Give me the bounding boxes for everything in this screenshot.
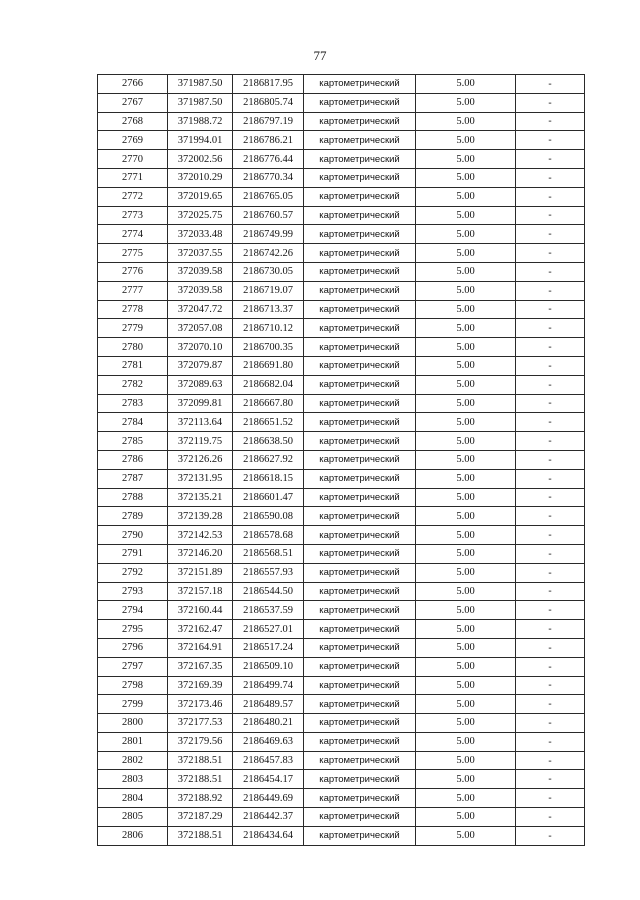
note-cell: -	[516, 488, 585, 507]
y-coordinate-cell: 2186730.05	[233, 262, 304, 281]
point-number-cell: 2773	[98, 206, 168, 225]
method-cell: картометрический	[304, 150, 416, 169]
y-coordinate-cell: 2186638.50	[233, 432, 304, 451]
point-number-cell: 2782	[98, 375, 168, 394]
accuracy-cell: 5.00	[416, 563, 516, 582]
table-row	[98, 526, 585, 545]
table-row	[98, 112, 585, 131]
x-coordinate-cell: 372079.87	[168, 356, 233, 375]
note-cell: -	[516, 450, 585, 469]
note-cell: -	[516, 75, 585, 94]
table-row	[98, 714, 585, 733]
table-row	[98, 826, 585, 845]
y-coordinate-cell: 2186682.04	[233, 375, 304, 394]
x-coordinate-cell: 371994.01	[168, 131, 233, 150]
y-coordinate-cell: 2186527.01	[233, 620, 304, 639]
method-cell: картометрический	[304, 507, 416, 526]
y-coordinate-cell: 2186601.47	[233, 488, 304, 507]
x-coordinate-cell: 372146.20	[168, 544, 233, 563]
method-cell: картометрический	[304, 375, 416, 394]
x-coordinate-cell: 371988.72	[168, 112, 233, 131]
note-cell: -	[516, 620, 585, 639]
method-cell: картометрический	[304, 751, 416, 770]
x-coordinate-cell: 372010.29	[168, 168, 233, 187]
x-coordinate-cell: 372039.58	[168, 281, 233, 300]
method-cell: картометрический	[304, 770, 416, 789]
coordinates-table	[97, 74, 585, 846]
note-cell: -	[516, 225, 585, 244]
accuracy-cell: 5.00	[416, 262, 516, 281]
note-cell: -	[516, 300, 585, 319]
method-cell: картометрический	[304, 187, 416, 206]
point-number-cell: 2778	[98, 300, 168, 319]
point-number-cell: 2802	[98, 751, 168, 770]
method-cell: картометрический	[304, 732, 416, 751]
table-row	[98, 244, 585, 263]
table-row	[98, 450, 585, 469]
table-row	[98, 413, 585, 432]
y-coordinate-cell: 2186557.93	[233, 563, 304, 582]
point-number-cell: 2769	[98, 131, 168, 150]
y-coordinate-cell: 2186499.74	[233, 676, 304, 695]
y-coordinate-cell: 2186797.19	[233, 112, 304, 131]
y-coordinate-cell: 2186776.44	[233, 150, 304, 169]
x-coordinate-cell: 372187.29	[168, 808, 233, 827]
note-cell: -	[516, 281, 585, 300]
table-row	[98, 507, 585, 526]
accuracy-cell: 5.00	[416, 544, 516, 563]
method-cell: картометрический	[304, 789, 416, 808]
method-cell: картометрический	[304, 450, 416, 469]
method-cell: картометрический	[304, 657, 416, 676]
y-coordinate-cell: 2186805.74	[233, 93, 304, 112]
method-cell: картометрический	[304, 262, 416, 281]
method-cell: картометрический	[304, 75, 416, 94]
x-coordinate-cell: 372169.39	[168, 676, 233, 695]
note-cell: -	[516, 601, 585, 620]
y-coordinate-cell: 2186651.52	[233, 413, 304, 432]
table-row	[98, 150, 585, 169]
x-coordinate-cell: 372019.65	[168, 187, 233, 206]
point-number-cell: 2775	[98, 244, 168, 263]
accuracy-cell: 5.00	[416, 75, 516, 94]
table-row	[98, 338, 585, 357]
accuracy-cell: 5.00	[416, 413, 516, 432]
accuracy-cell: 5.00	[416, 432, 516, 451]
accuracy-cell: 5.00	[416, 356, 516, 375]
point-number-cell: 2789	[98, 507, 168, 526]
point-number-cell: 2781	[98, 356, 168, 375]
accuracy-cell: 5.00	[416, 770, 516, 789]
y-coordinate-cell: 2186442.37	[233, 808, 304, 827]
accuracy-cell: 5.00	[416, 789, 516, 808]
y-coordinate-cell: 2186742.26	[233, 244, 304, 263]
table-row	[98, 789, 585, 808]
table-row	[98, 168, 585, 187]
note-cell: -	[516, 826, 585, 845]
note-cell: -	[516, 338, 585, 357]
table-row	[98, 732, 585, 751]
table-row	[98, 131, 585, 150]
x-coordinate-cell: 372139.28	[168, 507, 233, 526]
method-cell: картометрический	[304, 638, 416, 657]
point-number-cell: 2777	[98, 281, 168, 300]
table-row	[98, 225, 585, 244]
note-cell: -	[516, 695, 585, 714]
point-number-cell: 2797	[98, 657, 168, 676]
note-cell: -	[516, 93, 585, 112]
point-number-cell: 2805	[98, 808, 168, 827]
accuracy-cell: 5.00	[416, 394, 516, 413]
method-cell: картометрический	[304, 356, 416, 375]
x-coordinate-cell: 372142.53	[168, 526, 233, 545]
point-number-cell: 2796	[98, 638, 168, 657]
y-coordinate-cell: 2186434.64	[233, 826, 304, 845]
table-row	[98, 808, 585, 827]
note-cell: -	[516, 244, 585, 263]
note-cell: -	[516, 657, 585, 676]
method-cell: картометрический	[304, 93, 416, 112]
point-number-cell: 2792	[98, 563, 168, 582]
method-cell: картометрический	[304, 695, 416, 714]
y-coordinate-cell: 2186713.37	[233, 300, 304, 319]
point-number-cell: 2803	[98, 770, 168, 789]
note-cell: -	[516, 206, 585, 225]
x-coordinate-cell: 372037.55	[168, 244, 233, 263]
table-row	[98, 563, 585, 582]
x-coordinate-cell: 372179.56	[168, 732, 233, 751]
point-number-cell: 2770	[98, 150, 168, 169]
y-coordinate-cell: 2186667.80	[233, 394, 304, 413]
y-coordinate-cell: 2186627.92	[233, 450, 304, 469]
note-cell: -	[516, 469, 585, 488]
x-coordinate-cell: 372151.89	[168, 563, 233, 582]
method-cell: картометрический	[304, 394, 416, 413]
point-number-cell: 2771	[98, 168, 168, 187]
accuracy-cell: 5.00	[416, 450, 516, 469]
point-number-cell: 2785	[98, 432, 168, 451]
method-cell: картометрический	[304, 601, 416, 620]
table-row	[98, 319, 585, 338]
point-number-cell: 2774	[98, 225, 168, 244]
method-cell: картометрический	[304, 131, 416, 150]
note-cell: -	[516, 714, 585, 733]
x-coordinate-cell: 372164.91	[168, 638, 233, 657]
x-coordinate-cell: 371987.50	[168, 93, 233, 112]
y-coordinate-cell: 2186700.35	[233, 338, 304, 357]
note-cell: -	[516, 732, 585, 751]
accuracy-cell: 5.00	[416, 150, 516, 169]
note-cell: -	[516, 432, 585, 451]
method-cell: картометрический	[304, 112, 416, 131]
point-number-cell: 2768	[98, 112, 168, 131]
accuracy-cell: 5.00	[416, 168, 516, 187]
accuracy-cell: 5.00	[416, 112, 516, 131]
method-cell: картометрический	[304, 319, 416, 338]
accuracy-cell: 5.00	[416, 582, 516, 601]
x-coordinate-cell: 372113.64	[168, 413, 233, 432]
table-row	[98, 75, 585, 94]
table-row	[98, 657, 585, 676]
method-cell: картометрический	[304, 244, 416, 263]
point-number-cell: 2783	[98, 394, 168, 413]
point-number-cell: 2791	[98, 544, 168, 563]
method-cell: картометрический	[304, 808, 416, 827]
table-row	[98, 488, 585, 507]
y-coordinate-cell: 2186517.24	[233, 638, 304, 657]
x-coordinate-cell: 372167.35	[168, 657, 233, 676]
note-cell: -	[516, 638, 585, 657]
x-coordinate-cell: 371987.50	[168, 75, 233, 94]
x-coordinate-cell: 372157.18	[168, 582, 233, 601]
point-number-cell: 2798	[98, 676, 168, 695]
accuracy-cell: 5.00	[416, 319, 516, 338]
method-cell: картометрический	[304, 526, 416, 545]
point-number-cell: 2799	[98, 695, 168, 714]
x-coordinate-cell: 372089.63	[168, 375, 233, 394]
method-cell: картометрический	[304, 544, 416, 563]
table-row	[98, 394, 585, 413]
method-cell: картометрический	[304, 300, 416, 319]
y-coordinate-cell: 2186544.50	[233, 582, 304, 601]
y-coordinate-cell: 2186817.95	[233, 75, 304, 94]
accuracy-cell: 5.00	[416, 488, 516, 507]
accuracy-cell: 5.00	[416, 281, 516, 300]
note-cell: -	[516, 582, 585, 601]
method-cell: картометрический	[304, 488, 416, 507]
table-row	[98, 375, 585, 394]
note-cell: -	[516, 112, 585, 131]
x-coordinate-cell: 372135.21	[168, 488, 233, 507]
point-number-cell: 2794	[98, 601, 168, 620]
note-cell: -	[516, 563, 585, 582]
point-number-cell: 2787	[98, 469, 168, 488]
point-number-cell: 2779	[98, 319, 168, 338]
x-coordinate-cell: 372047.72	[168, 300, 233, 319]
accuracy-cell: 5.00	[416, 676, 516, 695]
method-cell: картометрический	[304, 620, 416, 639]
y-coordinate-cell: 2186770.34	[233, 168, 304, 187]
accuracy-cell: 5.00	[416, 751, 516, 770]
note-cell: -	[516, 375, 585, 394]
table-row	[98, 751, 585, 770]
y-coordinate-cell: 2186691.80	[233, 356, 304, 375]
accuracy-cell: 5.00	[416, 300, 516, 319]
note-cell: -	[516, 187, 585, 206]
accuracy-cell: 5.00	[416, 206, 516, 225]
table-row	[98, 300, 585, 319]
point-number-cell: 2772	[98, 187, 168, 206]
x-coordinate-cell: 372119.75	[168, 432, 233, 451]
note-cell: -	[516, 544, 585, 563]
point-number-cell: 2780	[98, 338, 168, 357]
table-row	[98, 356, 585, 375]
point-number-cell: 2786	[98, 450, 168, 469]
table-row	[98, 695, 585, 714]
point-number-cell: 2793	[98, 582, 168, 601]
table-row	[98, 469, 585, 488]
x-coordinate-cell: 372057.08	[168, 319, 233, 338]
method-cell: картометрический	[304, 582, 416, 601]
method-cell: картометрический	[304, 338, 416, 357]
accuracy-cell: 5.00	[416, 131, 516, 150]
table-row	[98, 93, 585, 112]
point-number-cell: 2790	[98, 526, 168, 545]
note-cell: -	[516, 808, 585, 827]
point-number-cell: 2788	[98, 488, 168, 507]
y-coordinate-cell: 2186765.05	[233, 187, 304, 206]
accuracy-cell: 5.00	[416, 526, 516, 545]
point-number-cell: 2776	[98, 262, 168, 281]
y-coordinate-cell: 2186457.83	[233, 751, 304, 770]
y-coordinate-cell: 2186786.21	[233, 131, 304, 150]
accuracy-cell: 5.00	[416, 732, 516, 751]
accuracy-cell: 5.00	[416, 714, 516, 733]
method-cell: картометрический	[304, 206, 416, 225]
point-number-cell: 2801	[98, 732, 168, 751]
note-cell: -	[516, 356, 585, 375]
method-cell: картометрический	[304, 826, 416, 845]
x-coordinate-cell: 372188.51	[168, 751, 233, 770]
y-coordinate-cell: 2186590.08	[233, 507, 304, 526]
accuracy-cell: 5.00	[416, 338, 516, 357]
point-number-cell: 2784	[98, 413, 168, 432]
table-row	[98, 206, 585, 225]
method-cell: картометрический	[304, 168, 416, 187]
y-coordinate-cell: 2186618.15	[233, 469, 304, 488]
accuracy-cell: 5.00	[416, 638, 516, 657]
accuracy-cell: 5.00	[416, 93, 516, 112]
method-cell: картометрический	[304, 225, 416, 244]
note-cell: -	[516, 168, 585, 187]
y-coordinate-cell: 2186480.21	[233, 714, 304, 733]
accuracy-cell: 5.00	[416, 808, 516, 827]
accuracy-cell: 5.00	[416, 601, 516, 620]
accuracy-cell: 5.00	[416, 225, 516, 244]
y-coordinate-cell: 2186449.69	[233, 789, 304, 808]
method-cell: картометрический	[304, 563, 416, 582]
y-coordinate-cell: 2186509.10	[233, 657, 304, 676]
table-row	[98, 638, 585, 657]
accuracy-cell: 5.00	[416, 620, 516, 639]
table-row	[98, 262, 585, 281]
note-cell: -	[516, 526, 585, 545]
note-cell: -	[516, 676, 585, 695]
x-coordinate-cell: 372033.48	[168, 225, 233, 244]
accuracy-cell: 5.00	[416, 507, 516, 526]
table-row	[98, 544, 585, 563]
x-coordinate-cell: 372099.81	[168, 394, 233, 413]
note-cell: -	[516, 131, 585, 150]
table-row	[98, 582, 585, 601]
note-cell: -	[516, 751, 585, 770]
method-cell: картометрический	[304, 413, 416, 432]
table-row	[98, 601, 585, 620]
note-cell: -	[516, 413, 585, 432]
note-cell: -	[516, 394, 585, 413]
y-coordinate-cell: 2186760.57	[233, 206, 304, 225]
accuracy-cell: 5.00	[416, 375, 516, 394]
table-row	[98, 676, 585, 695]
point-number-cell: 2800	[98, 714, 168, 733]
x-coordinate-cell: 372173.46	[168, 695, 233, 714]
method-cell: картометрический	[304, 469, 416, 488]
x-coordinate-cell: 372002.56	[168, 150, 233, 169]
x-coordinate-cell: 372162.47	[168, 620, 233, 639]
table-row	[98, 432, 585, 451]
point-number-cell: 2806	[98, 826, 168, 845]
accuracy-cell: 5.00	[416, 244, 516, 263]
point-number-cell: 2766	[98, 75, 168, 94]
x-coordinate-cell: 372039.58	[168, 262, 233, 281]
y-coordinate-cell: 2186578.68	[233, 526, 304, 545]
method-cell: картометрический	[304, 676, 416, 695]
x-coordinate-cell: 372188.92	[168, 789, 233, 808]
note-cell: -	[516, 770, 585, 789]
note-cell: -	[516, 507, 585, 526]
accuracy-cell: 5.00	[416, 826, 516, 845]
table-row	[98, 281, 585, 300]
accuracy-cell: 5.00	[416, 469, 516, 488]
y-coordinate-cell: 2186719.07	[233, 281, 304, 300]
method-cell: картометрический	[304, 432, 416, 451]
accuracy-cell: 5.00	[416, 695, 516, 714]
table-row	[98, 620, 585, 639]
note-cell: -	[516, 262, 585, 281]
x-coordinate-cell: 372131.95	[168, 469, 233, 488]
coordinates-table-body	[98, 75, 585, 846]
note-cell: -	[516, 319, 585, 338]
y-coordinate-cell: 2186489.57	[233, 695, 304, 714]
point-number-cell: 2767	[98, 93, 168, 112]
method-cell: картометрический	[304, 281, 416, 300]
point-number-cell: 2804	[98, 789, 168, 808]
y-coordinate-cell: 2186749.99	[233, 225, 304, 244]
note-cell: -	[516, 150, 585, 169]
x-coordinate-cell: 372188.51	[168, 826, 233, 845]
y-coordinate-cell: 2186469.63	[233, 732, 304, 751]
x-coordinate-cell: 372070.10	[168, 338, 233, 357]
accuracy-cell: 5.00	[416, 657, 516, 676]
page-number: 77	[313, 48, 327, 63]
table-row	[98, 770, 585, 789]
y-coordinate-cell: 2186568.51	[233, 544, 304, 563]
accuracy-cell: 5.00	[416, 187, 516, 206]
x-coordinate-cell: 372160.44	[168, 601, 233, 620]
x-coordinate-cell: 372126.26	[168, 450, 233, 469]
point-number-cell: 2795	[98, 620, 168, 639]
x-coordinate-cell: 372177.53	[168, 714, 233, 733]
table-row	[98, 187, 585, 206]
note-cell: -	[516, 789, 585, 808]
x-coordinate-cell: 372188.51	[168, 770, 233, 789]
x-coordinate-cell: 372025.75	[168, 206, 233, 225]
y-coordinate-cell: 2186454.17	[233, 770, 304, 789]
y-coordinate-cell: 2186710.12	[233, 319, 304, 338]
y-coordinate-cell: 2186537.59	[233, 601, 304, 620]
method-cell: картометрический	[304, 714, 416, 733]
